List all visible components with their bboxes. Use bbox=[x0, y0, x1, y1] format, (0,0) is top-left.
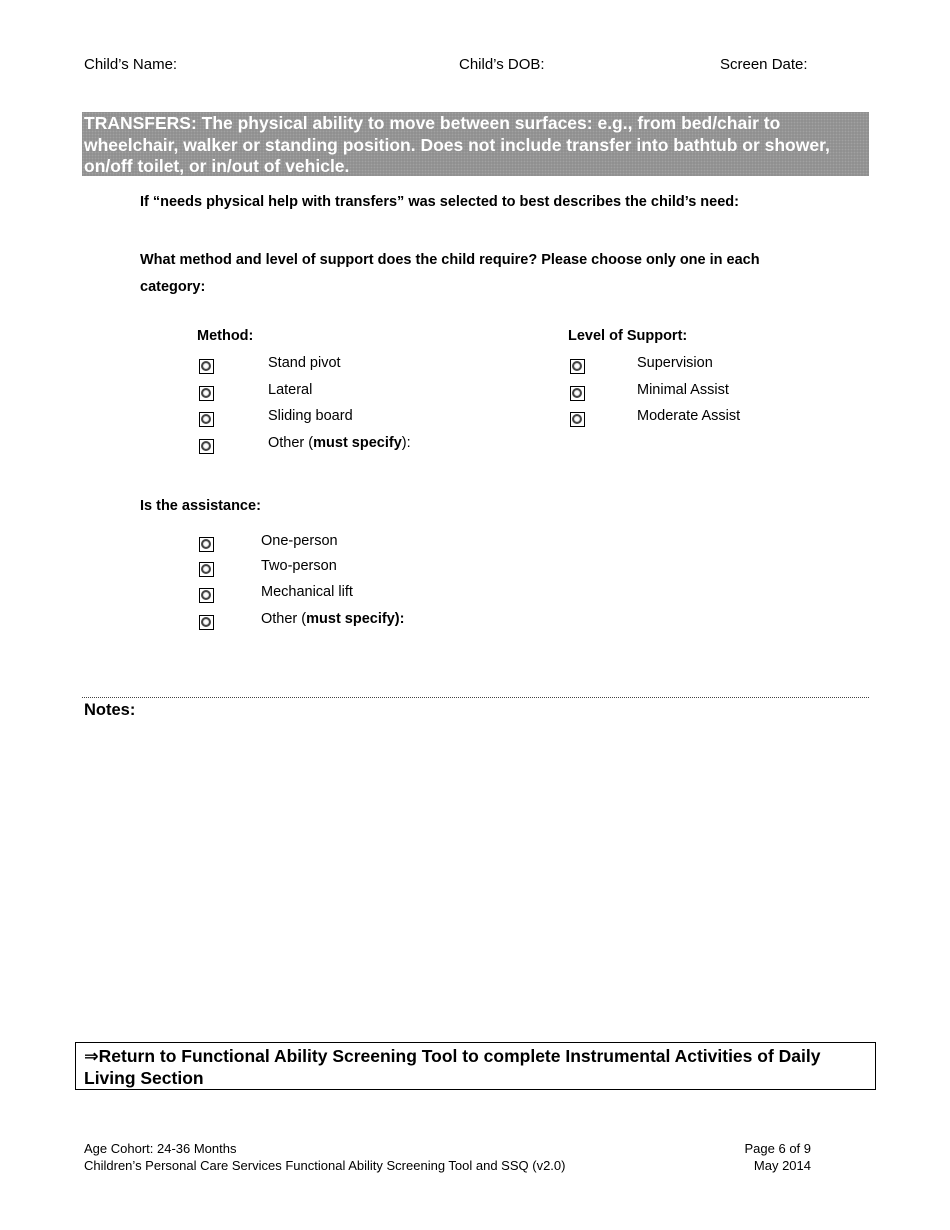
notes-divider bbox=[82, 697, 869, 698]
condition-question: If “needs physical help with transfers” was selected to best describes the child’s need: bbox=[140, 194, 739, 210]
footer-date: May 2014 bbox=[753, 1157, 811, 1173]
return-instruction-box bbox=[75, 1042, 876, 1090]
assist-one-person-checkbox[interactable] bbox=[199, 537, 214, 552]
assist-mechanical-lift-checkbox[interactable] bbox=[199, 588, 214, 603]
method-title: Method: bbox=[197, 328, 254, 344]
method-sliding-board-checkbox[interactable] bbox=[199, 412, 214, 427]
assistance-question: Is the assistance: bbox=[140, 498, 261, 514]
method-other-checkbox[interactable] bbox=[199, 439, 214, 454]
assist-one-person-label: One-person bbox=[261, 533, 338, 549]
method-other-suffix: ): bbox=[401, 435, 411, 451]
method-level-question: What method and level of support does the child require? Please choose only one in each category: bbox=[140, 252, 760, 295]
method-lateral-checkbox[interactable] bbox=[199, 386, 214, 401]
footer-right bbox=[700, 1141, 811, 1174]
method-other-prefix: Other ( bbox=[268, 435, 314, 451]
level-of-support-title: Level of Support: bbox=[568, 328, 688, 344]
method-stand-pivot-label: Stand pivot bbox=[268, 355, 341, 371]
child-name-label: Child’s Name: bbox=[84, 56, 178, 73]
footer-left bbox=[84, 1141, 565, 1174]
assist-two-person-checkbox[interactable] bbox=[199, 562, 214, 577]
assist-mechanical-lift-label: Mechanical lift bbox=[261, 584, 353, 600]
screen-date-label: Screen Date: bbox=[720, 56, 808, 73]
footer-doc-title: Children’s Personal Care Services Functional Ability Screening Tool and SSQ (v2.0) bbox=[84, 1157, 566, 1173]
section-title-banner: TRANSFERS: The physical ability to move between surfaces: e.g., from bed/chair to wheelchair, walker or standing position. Does not include transfer into bathtub or shower, on/off toilet, or in/out of vehicle. bbox=[82, 112, 869, 176]
support-moderate-assist-label: Moderate Assist bbox=[637, 408, 741, 424]
return-arrow-icon: ⇒ bbox=[84, 1046, 99, 1066]
method-sliding-board-label: Sliding board bbox=[268, 408, 353, 424]
method-other-bold: must specify bbox=[313, 435, 402, 451]
support-supervision-checkbox[interactable] bbox=[570, 359, 585, 374]
footer-age-cohort: Age Cohort: 24-36 Months bbox=[84, 1141, 237, 1156]
method-other-label bbox=[268, 435, 411, 451]
child-dob-label: Child’s DOB: bbox=[459, 56, 545, 73]
method-lateral-label: Lateral bbox=[268, 382, 313, 398]
notes-label: Notes: bbox=[84, 701, 136, 719]
support-minimal-assist-checkbox[interactable] bbox=[570, 386, 585, 401]
support-moderate-assist-checkbox[interactable] bbox=[570, 412, 585, 427]
support-supervision-label: Supervision bbox=[637, 355, 713, 371]
return-instruction-text: Return to Functional Ability Screening Tool to complete Instrumental Activities of Daily Living Section bbox=[84, 1046, 821, 1088]
footer-page-number: Page 6 of 9 bbox=[744, 1141, 811, 1156]
support-minimal-assist-label: Minimal Assist bbox=[637, 382, 729, 398]
method-stand-pivot-checkbox[interactable] bbox=[199, 359, 214, 374]
assist-other-label bbox=[261, 611, 404, 627]
assist-two-person-label: Two-person bbox=[261, 558, 337, 574]
assist-other-checkbox[interactable] bbox=[199, 615, 214, 630]
assist-other-prefix: Other ( bbox=[261, 611, 307, 627]
assist-other-bold: must specify): bbox=[306, 611, 405, 627]
